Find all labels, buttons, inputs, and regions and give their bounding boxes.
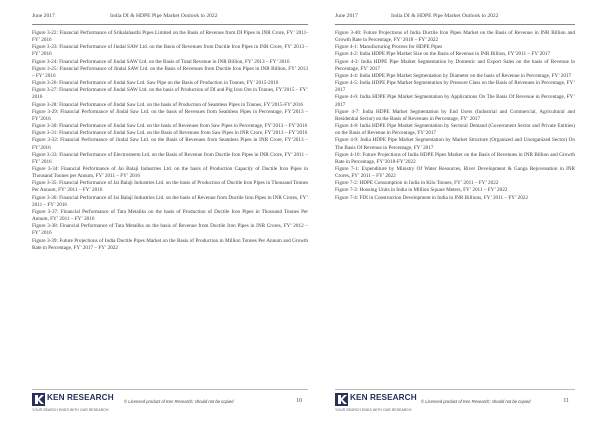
figure-entry: Figure 3-36: Financial Performance of Jai Balaji Industries Ltd. on the basis of Revenue from Ductile Iron Pipes in INR Crores, FY’ 2011 – FY’ 2016	[32, 194, 308, 208]
figure-entry: Figure 3-40: Future Projections of India Ductile Iron Pipes Market on the Basis of Revenue in INR Billion and Growth Rate in Percentage, FY’ 2018 – FY’ 2022	[335, 30, 575, 44]
figure-entry: Figure 3-29: Financial Performance of Jindal Saw Ltd. on the basis of Revenues from Seamless Pipes in Percentage, FY’2013 – FY’2016	[32, 108, 308, 122]
logo-tagline: YOUR SEARCH ENDS WITH OUR RESEARCH	[32, 408, 109, 412]
page-header	[32, 13, 308, 23]
page-number: 10	[296, 398, 302, 404]
logo-brand-text: KEN RESEARCH	[47, 393, 114, 402]
page-header	[335, 13, 575, 23]
figure-entry: Figure 4-8: India HDPE Pipe Market Segmentation by Sectoral Demand (Government Sector and Private Entities) on the Basis of Revenue in Percentage, FY’2017	[335, 123, 575, 137]
figure-entry: Figure 3-28: Financial Performance of Jindal Saw Ltd. on the basis of Production of Seamless Pipes in Tonnes, FY’2015-FY’2016	[32, 101, 303, 108]
page-number: 11	[563, 398, 569, 404]
ken-research-logo-icon	[335, 393, 348, 406]
header-date: June 2017	[335, 13, 358, 19]
footer-divider	[335, 389, 575, 390]
figure-entry: Figure 4-10: Future Projections of India HDPE Pipes Market on the Basis of Revenues in INR Billion and Growth Rate in Percentage, FY’2018-FY’2022	[335, 151, 575, 165]
figure-entry: Figure 3-39: Future Projections of India Ductile Pipes Market on the Basis of Production in Million Tonnes Per Annum and Growth Rate in Percentage, FY’ 2017 – FY’ 2022	[32, 237, 308, 251]
figure-entry: Figure 7-3: Housing Units in India in Million Square Meters, FY’ 2011 – FY’ 2022	[335, 187, 508, 194]
header-divider	[32, 24, 308, 25]
figure-entry: Figure 3-31: Financial Performance of Jindal Saw Ltd. on the Basis of Revenues from Saw Pipes in INR Crore, FY’2013 – FY’2016	[32, 130, 308, 137]
copyright-text: Licensed product of Ken Research; should not be copied	[128, 399, 234, 404]
ken-research-logo	[32, 393, 112, 417]
figure-entry: Figure 4-2: India HDPE Pipe Market Size on the Basis of Revenue in INR Billion, FY’2011 – FY’2017	[335, 51, 551, 58]
logo-brand-text: KEN RESEARCH	[350, 393, 417, 402]
copyright-icon: ©	[421, 399, 425, 404]
figure-entry: Figure 4-9: India HDPE Pipe Market Segmentation by Market Structure (Organized and Unorganized Sector) On The Basis Of Revenue in Percentage, FY’ 2017	[335, 137, 575, 151]
copyright-icon: ©	[124, 399, 128, 404]
header-title: India DI & HDPE Pipe Market Outlook to 2022	[391, 13, 499, 19]
logo-tagline: YOUR SEARCH ENDS WITH OUR RESEARCH	[335, 408, 412, 412]
figure-entry: Figure 4-6: India HDPE Pipe Market Segmentation by Applications On The Basis Of Revenue in Percentage, FY’ 2017	[335, 94, 575, 108]
figure-entry: Figure 3-22: Financial Performance of Srikalahasthi Pipes Limited on the Basis of Revenue from DI Pipes in INR Crore, FY’ 2011-FY’ 2016	[32, 30, 308, 44]
figure-entry: Figure 4-7: India HDPE Market Segmentation by End Users (Industrial and Commercial, Agricultural and Residential Sector) on the Basis of Revenues in Percentage, FY’ 2017	[335, 108, 575, 122]
copyright-notice	[421, 399, 531, 404]
figure-entry: Figure 3-23: Financial Performance of Jindal SAW Ltd. on the Basis of Revenues from Ductile Iron Pipes in INR Crore, FY’ 2013 – FY’ 2016	[32, 44, 308, 58]
figure-entry: Figure 3-26: Financial Performance of Jindal Saw Ltd. Saw Pipe on the Basis of Production in Tonnes, FY’ 2015-2016	[32, 80, 279, 87]
list-of-figures	[335, 30, 575, 202]
figure-entry: Figure 7-2: HDPE Consumption in India in Kilo Tonnes, FY’ 2011 – FY’ 2022	[335, 180, 499, 187]
figure-entry: Figure 7-1: Expenditure by Ministry Of Water Resources, River Development & Ganga Rejuvenation in INR Crores, FY’ 2011 – FY’ 2022	[335, 165, 575, 180]
figure-entry: Figure 3-34: Financial Performance of Jai Balaji Industries Ltd. on the basis of Production Capacity of Ductile Iron Pipes in Thousand Tonnes per Annum, FY’ 2011 – FY’ 2016	[32, 165, 308, 180]
figure-entry: Figure 4-4: India HDPE Pipe Market Segmentation by Diameter on the basis of Revenue in Percentage, FY’ 2017	[335, 72, 572, 79]
figure-entry: Figure 4-1: Manufacturing Process for HDPE Pipes	[335, 44, 443, 51]
list-of-figures	[32, 30, 308, 252]
figure-entry: Figure 3-33: Financial Performance of Electrosteem Ltd. on the Basis of Revenue from Ductile Iron Pipes in INR Crore, FY’ 2011 – FY’ 2016	[32, 151, 308, 165]
figure-entry: Figure 3-38: Financial Performance of Tata Metaliks on the basis of Revenue from Ductile Iron Pipes in INR Crores, FY’ 2012 – FY’ 2016	[32, 223, 308, 237]
figure-entry: Figure 3-32: Financial Performance of Jindal Saw Ltd. on the Basis of Revenues from Seamless Pipes in INR Crore, FY’2013 – FY’2016	[32, 137, 308, 151]
figure-entry: Figure 3-27: Financial Performance of Jindal SAW Ltd. on the basis of Production of DI and Pig Iron Ore in Tonnes, FY’2015 – FY’ 2016	[32, 87, 308, 101]
figure-entry: Figure 3-24: Financial Performance of Jindal SAW Ltd. on the Basis of Total Revenue in INR Billion, FY’ 2013 – FY’ 2016	[32, 58, 290, 65]
copyright-notice	[124, 399, 234, 404]
left-page	[32, 0, 308, 424]
page-footer	[32, 391, 308, 419]
header-date: June 2017	[32, 13, 55, 19]
figure-entry: Figure 4-3: India HDPE Pipe Market Segmentation by Domestic and Export Sales on the basis of Revenue in Percentage, FY’ 2017	[335, 58, 575, 72]
figure-entry: Figure 3-25: Financial Performance of Jindal SAW Ltd. on the Basis of Revenues from Ductile Iron Pipes in INR Billion, FY’ 2013 – FY’ 2016	[32, 65, 308, 79]
header-title: India DI & HDPE Pipe Market Outlook to 2022	[110, 13, 218, 19]
figure-entry: Figure 3-37: Financial Performance of Tata Metaliks on the basis of Production of Ductile Iron Pipes in Thousand Tonnes Per Annum, FY’ 2011 – FY’ 2016	[32, 208, 308, 223]
figure-entry: Figure 3-30: Financial Performance of Jindal Saw Ltd. on the basis of Revenues from Saw Pipes in Percentage, FY’2013 – FY’2016	[32, 123, 308, 130]
figure-entry: Figure 7-4: FDI in Construction Development in India in INR Billions, FY’ 2011 – FY’ 2022	[335, 194, 528, 201]
copyright-text: Licensed product of Ken Research; should not be copied	[425, 399, 531, 404]
footer-divider	[32, 389, 308, 390]
figure-entry: Figure 4-5: India HDPE Pipe Market Segmentation by Pressure Class on the Basis of Revenues in Percentage, FY’ 2017	[335, 80, 575, 94]
right-page	[335, 0, 575, 424]
header-divider	[335, 24, 575, 25]
ken-research-logo	[335, 393, 415, 417]
page-footer	[335, 391, 575, 419]
figure-entry: Figure 3-35: Financial Performance of Jai Balaji Industries Ltd. on the basis of Production of Ductile Iron Pipes in Thousand Tonnes Per Annum, FY’ 2011 – FY’ 2016	[32, 180, 308, 194]
ken-research-logo-icon	[32, 393, 45, 406]
